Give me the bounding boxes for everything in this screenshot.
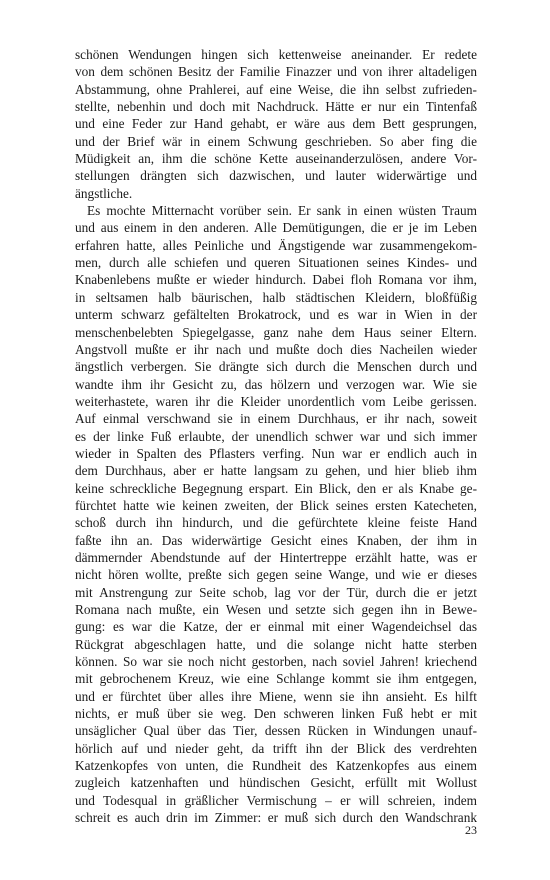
text-line: unterm schwarz gefältelten Brokatrock, und es war in Wien in der [75,307,477,323]
text-line: fürchtet hatte wie keinen zweiten, der Blick seines ersten Katecheten, [75,497,477,513]
text-line: Knabenlebens mußte er wieder hindurch. Dabei floh Romana vor ihm, [75,272,477,288]
text-line: und eine Feder zur Hand gehabt, er wäre aus dem Bett gesprungen, [75,116,477,132]
text-line: faßte ihn an. Das widerwärtige Gesicht eines Knaben, der ihm in [75,532,477,548]
text-line: schoß durch ihn hindurch, und die gefürchtete kleine feiste Hand [75,515,477,531]
paragraph [75,46,477,202]
text-line: schreit es auch drin im Zimmer: er muß sich durch den Wandschrank [75,810,477,826]
text-line: hörlich auf und nieder geht, da trifft ihn der Blick des verdrehten [75,740,477,756]
text-line: men, durch alle schiefen und queren Situationen seines Kindes- und [75,255,477,271]
page-number: 23 [465,823,477,837]
text-line: und Todesqual in gräßlicher Vermischung – er will schreien, indem [75,792,477,808]
text-line: Romana nach mußte, ein Wesen und setzte sich gegen ihn in Bewe- [75,602,477,617]
text-line: nicht hören wollte, preßte sich gegen seine Wange, und wie er dieses [75,567,477,583]
text-line: gung: es war die Katze, der er einmal mit einer Wagendeichsel das [75,619,477,635]
text-line: mit Anstrengung zur Seite schob, lag vor der Tür, durch die er jetzt [75,584,477,600]
text-line: keine schreckliche Begegnung erspart. Ein Blick, den er als Knabe ge- [75,480,477,496]
text-line: wandte ihm ihr Gesicht zu, das hölzern und verzogen war. Wie sie [75,376,477,392]
text-line: zugleich katzenhaften und hündischen Gesicht, erfüllt mit Wollust [75,775,477,791]
text-line: Müdigkeit an, ihm die schöne Kette auseinanderzulösen, andere Vor- [75,151,477,167]
text-line: ängstliche. [75,185,133,201]
text-line: es der linke Fuß erlaubte, der unendlich schwer war und sich immer [75,428,477,444]
text-line: und der Brief wär in einem Schwung geschrieben. So aber fing die [75,133,477,149]
paragraph [75,202,477,826]
text-line: stellungen drängten sich dazwischen, und lauter widerwärtige und [75,168,477,184]
text-line: Rückgrat abgeschlagen hatte, und die solange nicht hatte sterben [75,636,477,652]
text-line: wieder in Spalten des Pflasters verfing. Nun war er endlich auch in [75,445,477,461]
text-line: ängstlich verbergen. Sie drängte sich durch die Menschen durch und [75,359,477,375]
text-line: Auf einmal verschwand sie in einem Durchhaus, er ihr nach, soweit [75,411,477,427]
text-line: stellte, nebenhin und doch mit Nachdruck. Hätte er nur ein Tintenfaß [75,99,477,115]
text-line: dämmernder Abendstunde auf der Hintertreppe erzählt hatte, was er [75,549,477,565]
text-line: von dem schönen Besitz der Familie Finazzer und von ihrer altadeligen [75,64,477,80]
text-line: dem Durchhaus, aber er hatte langsam zu gehen, und hier blieb ihm [75,463,477,479]
text-line: nichts, er muß über sie weg. Den schweren linken Fuß hebt er mit [75,706,477,722]
text-line: Es mochte Mitternacht vorüber sein. Er sank in einen wüsten Traum [87,203,477,219]
text-line: unsäglicher Qual über das Tier, dessen Rücken in Windungen unauf- [75,723,477,739]
text-line: schönen Wendungen hingen sich kettenweise aneinander. Er redete [75,47,477,62]
text-line: in seltsamen halb bäurischen, halb städtischen Kleidern, bloßfüßig [75,289,477,305]
text-line: Abstammung, ohne Prahlerei, auf eine Weise, die ihn selbst zufrieden- [75,81,477,97]
text-line: Angstvoll mußte er ihr nach und mußte doch dies Nacheilen wieder [75,341,477,357]
text-line: können. So war sie noch nicht gestorben, nach soviel Jahren! kriechend [75,654,477,670]
text-line: Katzenkopfes von unten, die Rundheit des Katzenkopfes aus einem [75,758,477,774]
text-line: mit gebrochenem Kreuz, wie eine Schlange kommt sie ihm entgegen, [75,671,477,687]
text-line: menschenbelebten Spiegelgasse, ganz nahe dem Haus seiner Eltern. [75,324,477,340]
body-text [75,46,477,826]
text-line: und aus einem in den anderen. Alle Demütigungen, die er je im Leben [75,220,477,236]
text-line: und er fürchtet über alles ihre Miene, wenn sie ihn ansieht. Es hilft [75,688,477,704]
text-line: weiterhastete, waren ihr die Kleider unordentlich vom Leibe gerissen. [75,393,477,409]
text-line: erfahren hatte, alles Peinliche und Ängstigende war zusammengekom- [75,237,477,253]
